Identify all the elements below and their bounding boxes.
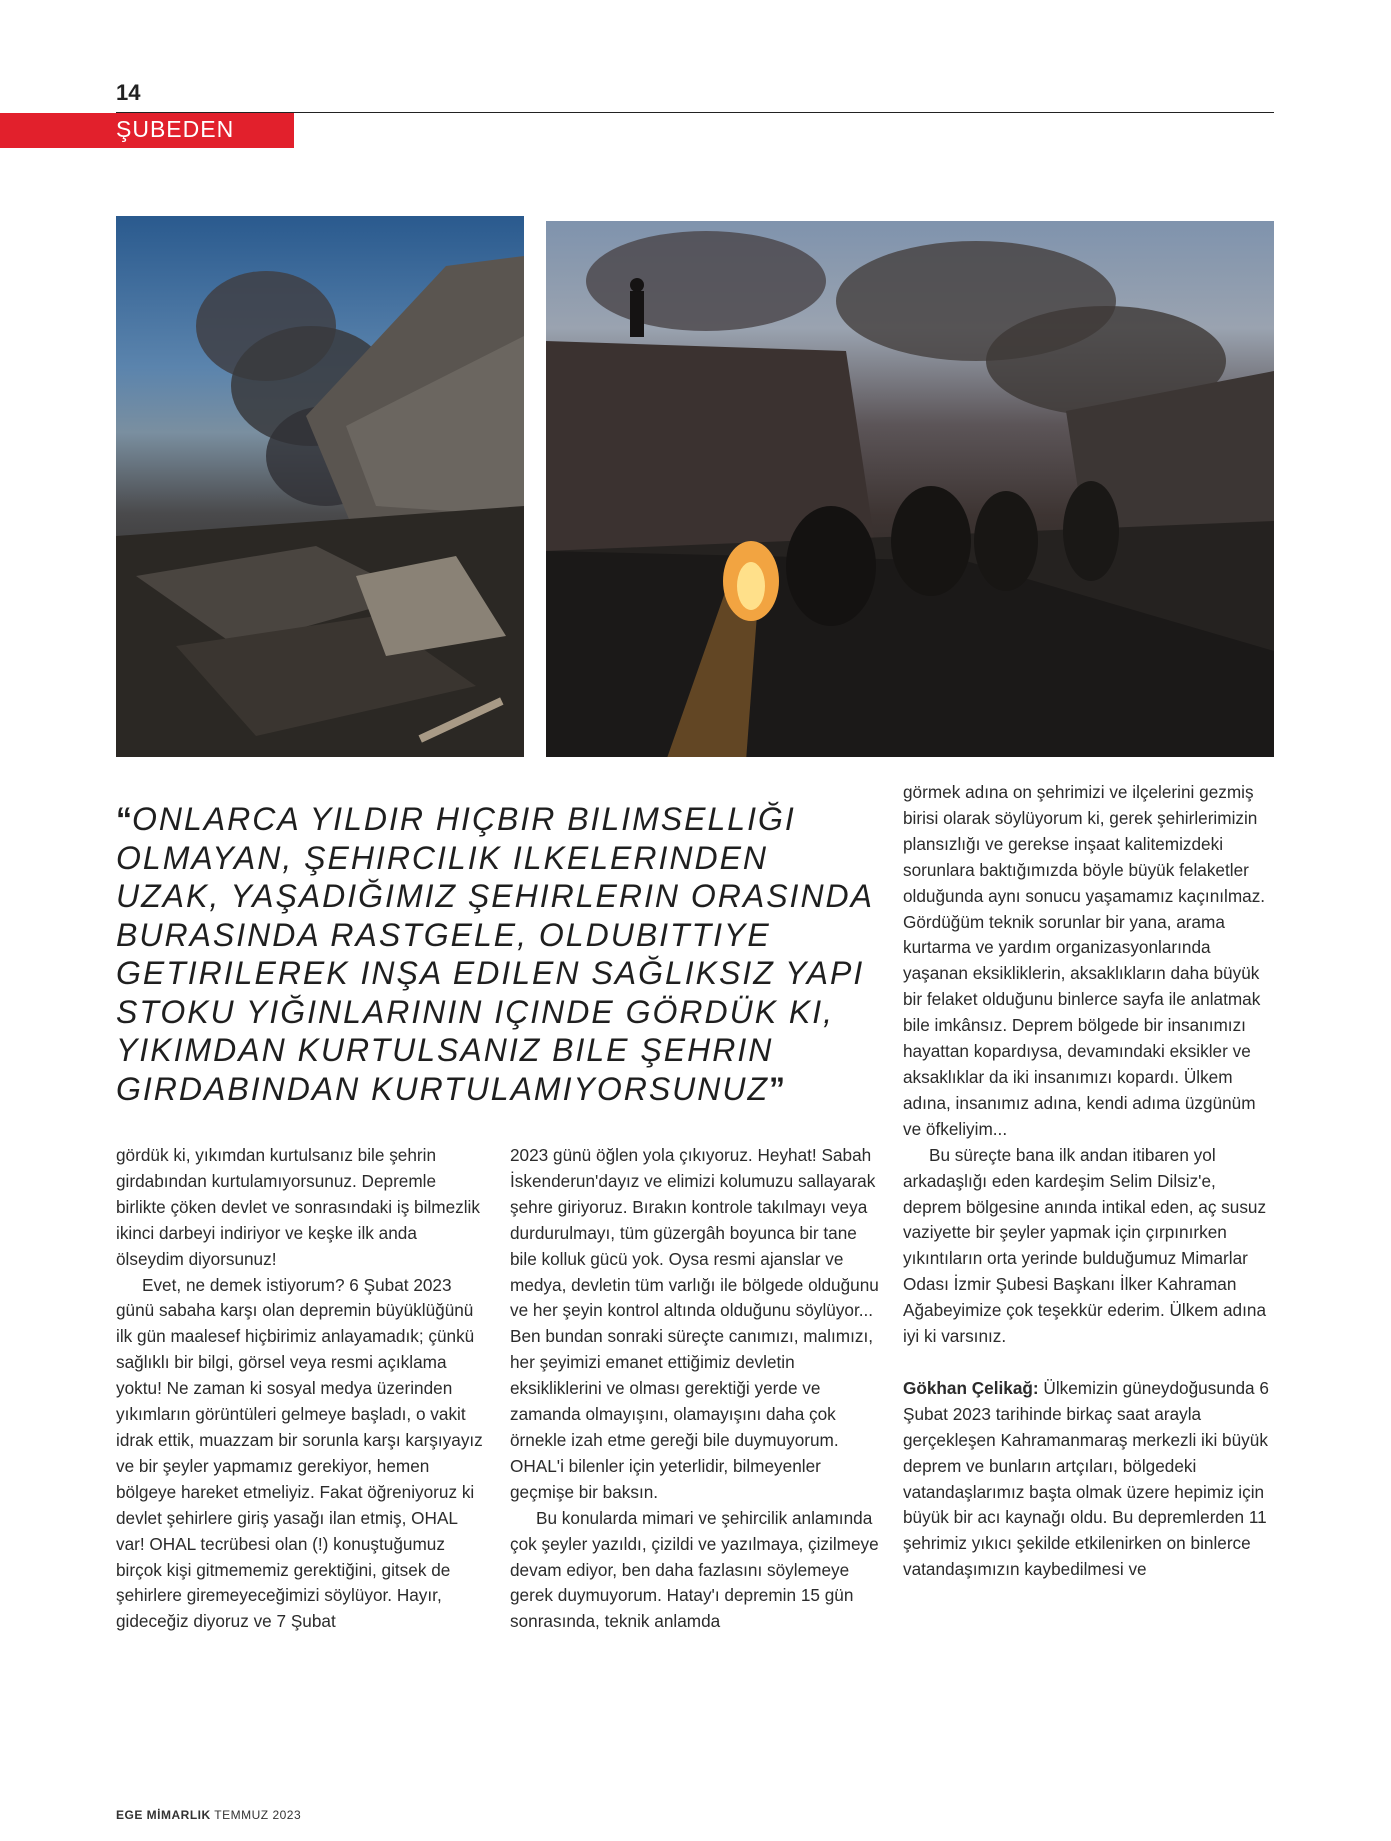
page-number: 14 (116, 80, 141, 105)
answer-text: Ülkemizin güneydoğusunda 6 Şubat 2023 tarihinde birkaç saat arayla gerçekleşen Kahramanmaraş merkezli iki büyük deprem ve bunların artçıları, bölgedeki vatandaşlarımız başta olmak üzere hepimiz için büyük bir acı kaynağı oldu. Bu depremlerden 11 şehrimiz yıkıcı şekilde etkilenirken on binlerce vatandaşımızın kaybedilmesi ve (903, 1377, 1269, 1580)
section-label: ŞUBEDEN (116, 116, 235, 142)
pull-quote (116, 800, 876, 1108)
paragraph: 2023 günü öğlen yola çıkıyoruz. Heyhat! Sabah İskenderun'dayız ve elimizi kolumuzu sallayarak şehre giriyoruz. Bırakın kontrole takılmayı veya durdurulmayı, tüm güzergâh boyunca bir tane bile kolluk gücü yok. Oysa resmi ajanslar ve medya, devletin tüm varlığı ile bölgede olduğunu ve her şeyin kontrol altında olduğunu söylüyor... Ben bundan sonraki süreçte canımızı, malımızı, her şeyimizi emanet ettiğimiz devletin eksikliklerini ve olması gerektiği yerde ve zamanda olmayışını, olamayışını daha çok örnekle izah etme gereği bile duymuyorum. OHAL'i bilenler için yeterlidir, bilmeyenler geçmişe bir baksın. (510, 1145, 879, 1502)
speaker-name: Gökhan Çelikağ: (903, 1377, 1039, 1398)
paragraph: Bu süreçte bana ilk andan itibaren yol arkadaşlığı eden kardeşim Selim Dilsiz'e, deprem bölgesine anında intikal eden, aç susuz vaziyette bir şeyler yapmak için çırpınırken yıkıntıların orta yerinde bulduğumuz Mimarlar Odası İzmir Şubesi Başkanı İlker Kahraman Ağabeyimize çok teşekkür ederim. Ülkem adına iyi ki varsınız. (903, 1144, 1267, 1347)
paragraph: gördük ki, yıkımdan kurtulsanız bile şehrin girdabından kurtulamıyorsunuz. Depremle birlikte çöken devlet ve sonrasındaki iş bilmezlik ikinci darbeyi indiriyor ve keşke ilk anda ölseydim diyorsunuz! (116, 1145, 480, 1269)
pull-quote-text: ONLARCA YILDIR HIÇBIR BILIMSELLIĞI OLMAYAN, ŞEHIRCILIK ILKELERINDEN UZAK, YAŞADIĞIMIZ ŞEHIRLERIN ORASINDA BURASINDA RASTGELE, OLDUBITTIYE GETIRILEREK INŞA EDILEN SAĞLIKSIZ YAPI STOKU YIĞINLARININ IÇINDE GÖRDÜK KI, YIKIMDAN KURTULSANIZ BILE ŞEHRIN GIRDABINDAN KURTULAMIYORSUNUZ (116, 801, 873, 1107)
night-bonfire-rescue-photo (546, 221, 1274, 757)
text-column-1 (116, 1143, 488, 1635)
paragraph: Evet, ne demek istiyorum? 6 Şubat 2023 günü sabaha karşı olan depremin büyüklüğünü ilk gün maalesef hiçbirimiz anlayamadık; çünkü sağlıklı bir bilgi, görsel veya resmi açıklama yoktu! Ne zaman ki sosyal medya üzerinden yıkımların görüntüleri gelmeye başladı, o vakit idrak ettik, muazzam bir sorunla karşı karşıyayız ve bir şeyler yapmamız gerekiyor, hemen bölgeye hareket etmeliyiz. Fakat öğreniyoruz ki devlet şehirlere giriş yasağı ilan etmiş, OHAL var! OHAL tecrübesi olan (!) konuştuğumuz birçok kişi gitmememiz gerektiğini, gitsek de şehirlere giremeyeceğimizi söylüyor. Hayır, gideceğiz diyoruz ve 7 Şubat (116, 1274, 483, 1632)
paragraph: Bu konularda mimari ve şehircilik anlamında çok şeyler yazıldı, çizildi ve yazılmaya, çizilmeye devam ediyor, ben daha fazlasını söylemeye gerek duymuyorum. Hatay'ı depremin 15 gün sonrasında, teknik anlamda (510, 1507, 879, 1632)
text-column-2 (510, 1143, 882, 1635)
interview-answer (903, 1376, 1275, 1583)
close-quote-mark: ” (769, 1070, 786, 1107)
issue-date: TEMMUZ 2023 (214, 1808, 302, 1822)
earthquake-rubble-smoke-photo (116, 216, 524, 757)
footer (116, 1808, 301, 1822)
paragraph: görmek adına on şehrimizi ve ilçelerini gezmiş birisi olarak söylüyorum ki, gerek şehirlerimizin plansızlığı ve gerekse inşaat kalitemizdeki sorunlara baktığımızda böyle büyük felaketler olduğunda aynı sonucu yaşamamız kaçınılmaz. Gördüğüm teknik sorunlar bir yana, arama kurtarma ve yardım organizasyonlarında yaşanan eksikliklerin, aksaklıkların daha büyük bir felaket olduğunu binlerce sayfa ile anlatmak bile imkânsız. Deprem bölgede bir insanımızı hayattan kopardıysa, devamındaki eksikler ve aksaklıklar da iki insanımızı kopardı. Ülkem adına, insanımız adına, kendi adıma üzgünüm ve öfkeliyim... (903, 782, 1266, 1139)
publication-name: EGE MİMARLIK (116, 1808, 211, 1822)
text-column-3 (903, 780, 1275, 1583)
open-quote-mark: “ (116, 801, 132, 837)
